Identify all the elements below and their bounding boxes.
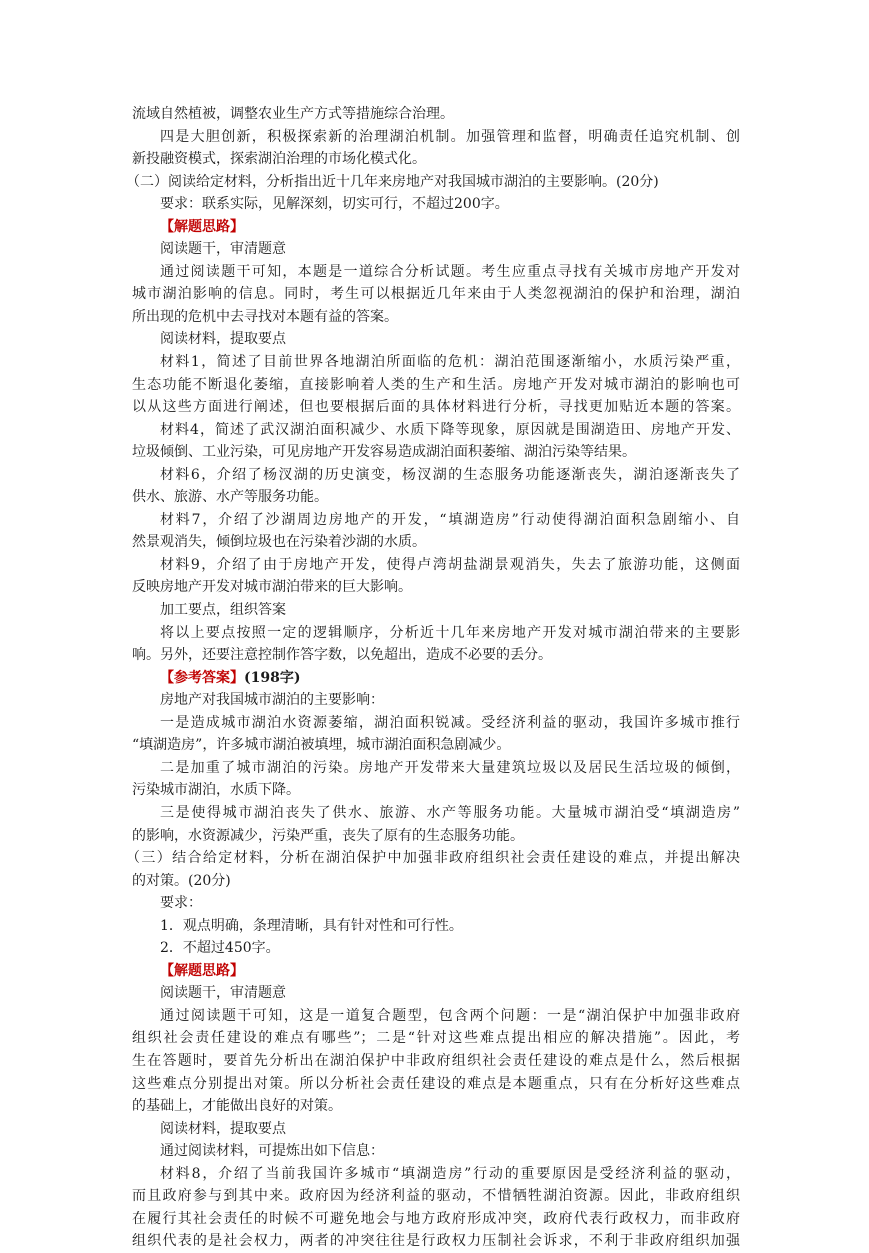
step-heading: 阅读材料，提取要点	[160, 1120, 286, 1137]
text-line: 二是加重了城市湖泊的污染。房地产开发带来大量建筑垃圾以及居民生活垃圾的倾倒，	[160, 759, 740, 776]
requirement-item: 2．不超过450字。	[160, 940, 280, 957]
document-body	[126, 103, 740, 1253]
question-heading: （二）阅读给定材料，分析指出近十几年来房地产对我国城市湖泊的主要影响。(20分)	[126, 173, 659, 190]
text-line: 材料4，简述了武汉湖泊面积减少、水质下降等现象，原因就是围湖造田、房地产开发、	[160, 421, 740, 438]
text-line: 反映房地产开发对城市湖泊带来的巨大影响。	[132, 579, 412, 596]
text-line: 材料9，介绍了由于房地产开发，使得卢湾胡盐湖景观消失，失去了旅游功能，这侧面	[160, 556, 740, 573]
text-line: 通过阅读题干可知，这是一道复合题型，包含两个问题：一是“湖泊保护中加强非政府	[160, 1007, 740, 1024]
text-line: 材料1，简述了目前世界各地湖泊所面临的危机：湖泊范围逐渐缩小，水质污染严重，	[160, 354, 740, 371]
step-heading: 阅读题干，审清题意	[160, 985, 286, 1002]
text-line: 新投融资模式，探索湖泊治理的市场化模式化。	[132, 151, 426, 168]
text-line: 通过阅读材料，可提炼出如下信息：	[160, 1143, 384, 1160]
text-line: 的影响，水资源减少，污染严重，丧失了原有的生态服务功能。	[132, 827, 524, 844]
text-line: 的基础上，才能做出良好的对策。	[132, 1098, 342, 1115]
text-line: 一是造成城市湖泊水资源萎缩，湖泊面积锐减。受经济利益的驱动，我国许多城市推行	[160, 714, 740, 731]
section-heading-solution: 【解题思路】	[160, 962, 244, 979]
text-line: 在履行其社会责任的时候不可避免地会与地方政府形成冲突，政府代表行政权力，而非政府	[132, 1210, 740, 1227]
question-heading-cont: 的对策。(20分)	[132, 872, 231, 889]
text-line: 材料7，介绍了沙湖周边房地产的开发，“填湖造房”行动使得湖泊面积急剧缩小、自	[160, 511, 740, 528]
text-line: 供水、旅游、水产等服务功能。	[132, 489, 328, 506]
answer-word-count: (198字)	[244, 669, 301, 686]
step-heading: 阅读题干，审清题意	[160, 241, 286, 258]
text-line: 将以上要点按照一定的逻辑顺序，分析近十几年来房地产开发对城市湖泊带来的主要影	[160, 624, 740, 641]
step-heading: 加工要点，组织答案	[160, 602, 286, 619]
requirement-item: 1．观点明确，条理清晰，具有针对性和可行性。	[160, 917, 463, 934]
text-line: 所出现的危机中去寻找对本题有益的答案。	[132, 308, 398, 325]
text-line: 材料6，介绍了杨汊湖的历史演变，杨汊湖的生态服务功能逐渐丧失，湖泊逐渐丧失了	[160, 466, 740, 483]
text-line: 流域自然植被，调整农业生产方式等措施综合治理。	[132, 106, 454, 122]
text-line: 组织社会责任建设的难点有哪些”；二是“针对这些难点提出相应的解决措施”。因此，考	[132, 1030, 740, 1047]
answer-heading-label: 【参考答案】	[160, 669, 244, 686]
text-line: 响。另外，还要注意控制作答字数，以免超出，造成不必要的丢分。	[132, 647, 552, 664]
text-line: 通过阅读题干可知，本题是一道综合分析试题。考生应重点寻找有关城市房地产开发对	[160, 263, 740, 280]
text-line: 组织代表的是社会权力，两者的冲突往往是行政权力压制社会诉求，不利于非政府组织加强	[132, 1233, 740, 1250]
question-heading: （三）结合给定材料，分析在湖泊保护中加强非政府组织社会责任建设的难点，并提出解决	[126, 850, 740, 867]
section-heading-answer	[132, 667, 740, 690]
section-heading-solution: 【解题思路】	[160, 218, 244, 235]
requirement-line: 要求：	[160, 895, 202, 912]
text-line: 垃圾倾倒、工业污染，可见房地产开发容易造成湖泊面积萎缩、湖泊污染等结果。	[132, 444, 636, 461]
text-line: 以从这些方面进行阐述，但也要根据后面的具体材料进行分析，寻找更加贴近本题的答案。	[132, 399, 740, 416]
text-line: 生态功能不断退化萎缩，直接影响着人类的生产和生活。房地产开发对城市湖泊的影响也可	[132, 376, 740, 393]
text-line: 生在答题时，要首先分析出在湖泊保护中非政府组织社会责任建设的难点是什么，然后根据	[132, 1052, 740, 1069]
step-heading: 阅读材料，提取要点	[160, 331, 286, 348]
requirement-line: 要求：联系实际，见解深刻，切实可行，不超过200字。	[160, 196, 509, 213]
text-line: 城市湖泊影响的信息。同时，考生可以根据近几年来由于人类忽视湖泊的保护和治理，湖泊	[132, 286, 740, 303]
text-line: 四是大胆创新，积极探索新的治理湖泊机制。加强管理和监督，明确责任追究机制、创	[160, 128, 740, 145]
text-line: 这些难点分别提出对策。所以分析社会责任建设的难点是本题重点，只有在分析好这些难点	[132, 1075, 740, 1092]
text-line: 然景观消失，倾倒垃圾也在污染着沙湖的水质。	[132, 534, 426, 551]
text-line: 房地产对我国城市湖泊的主要影响：	[160, 692, 384, 709]
text-line: 三是使得城市湖泊丧失了供水、旅游、水产等服务功能。大量城市湖泊受“填湖造房”	[160, 804, 740, 821]
text-line: 材料8，介绍了当前我国许多城市“填湖造房”行动的重要原因是受经济利益的驱动，	[160, 1165, 740, 1182]
text-line: “填湖造房”，许多城市湖泊被填埋，城市湖泊面积急剧减少。	[132, 737, 511, 754]
text-line: 污染城市湖泊，水质下降。	[132, 782, 300, 799]
text-line: 而且政府参与到其中来。政府因为经济利益的驱动，不惜牺牲湖泊资源。因此，非政府组织	[132, 1188, 740, 1205]
